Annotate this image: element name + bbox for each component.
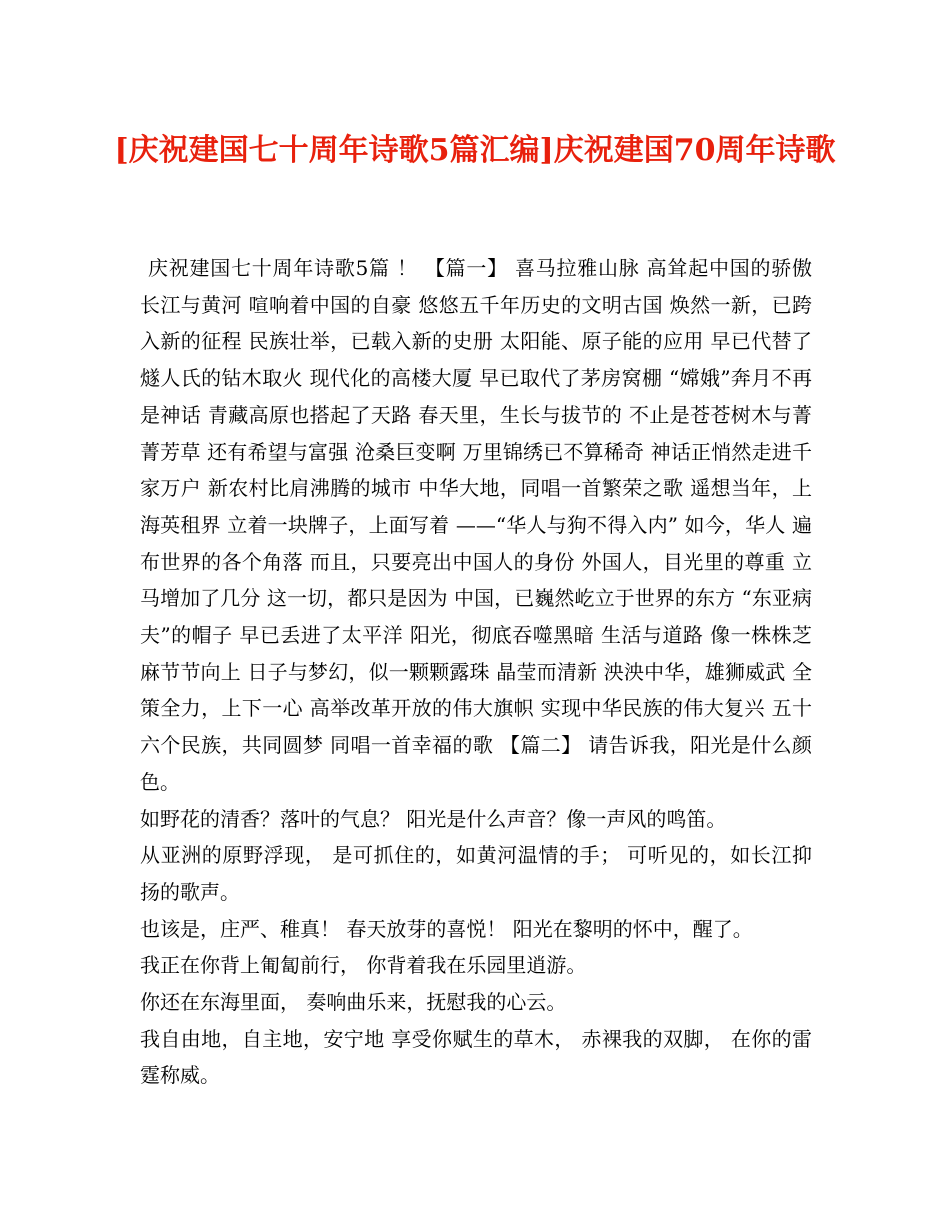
paragraph-line: 我正在你背上匍匐前行， 你背着我在乐园里逍游。	[140, 953, 587, 978]
document-title: [庆祝建国七十周年诗歌5篇汇编]庆祝建国70周年诗歌	[114, 133, 836, 168]
paragraph-line: 如野花的清香？落叶的气息？ 阳光是什么声音？像一声风的鸣笛。	[140, 806, 727, 831]
paragraph-line: 我自由地，自主地，安宁地 享受你赋生的草木， 赤裸我的双脚， 在你的雷霆称威。	[140, 1026, 812, 1088]
paragraph-line: 从亚洲的原野浮现， 是可抓住的，如黄河温情的手； 可听见的，如长江抑扬的歌声。	[140, 843, 812, 904]
paragraph-poem-one: 庆祝建国七十周年诗歌5篇 ！ 【篇一】 喜马拉雅山脉 高耸起中国的骄傲 长江与黄河 喧响着中国的自豪 悠悠五千年历史的文明古国 焕然一新，已跨入新的征程 民族壮举，已载入新的史册 太阳能、原子能的应用 早已代替了燧人氏的钻木取火 现代化的高楼大厦 早已取代了茅房窝棚 “嫦娥”奔月不再是神话 青藏高原也搭起了天路 春天里，生长与拔节的 不止是苍苍树木与菁菁芳草 还有希望与富强 沧桑巨变啊 万里锦绣已不算稀奇 神话正悄然走进千家万户 新农村比肩沸腾的城市 中华大地，同唱一首繁荣之歌 遥想当年，上海英租界 立着一块牌子，上面写着 ——“华人与狗不得入内” 如今，华人 遍布世界的各个角落 而且，只要亮出中国人的身份 外国人，目光里的尊重 立马增加了几分 这一切，都只是因为 中国，已巍然屹立于世界的东方 “东亚病夫”的帽子 早已丢进了太平洋 阳光，彻底吞噬黑暗 生活与道路 像一株株芝麻节节向上 日子与梦幻，似一颗颗露珠 晶莹而清新 泱泱中华，雄狮威武 全策全力，上下一心 高举改革开放的伟大旗帜 实现中华民族的伟大复兴 五十六个民族，共同圆梦 同唱一首幸福的歌 【篇二】 请告诉我，阳光是什么颜色。	[140, 256, 812, 794]
paragraph-line: 也该是，庄严、稚真！ 春天放芽的喜悦！ 阳光在黎明的怀中，醒了。	[140, 916, 753, 941]
document-body	[140, 250, 812, 1094]
paragraph-line: 你还在东海里面， 奏响曲乐来，抚慰我的心云。	[140, 990, 567, 1015]
